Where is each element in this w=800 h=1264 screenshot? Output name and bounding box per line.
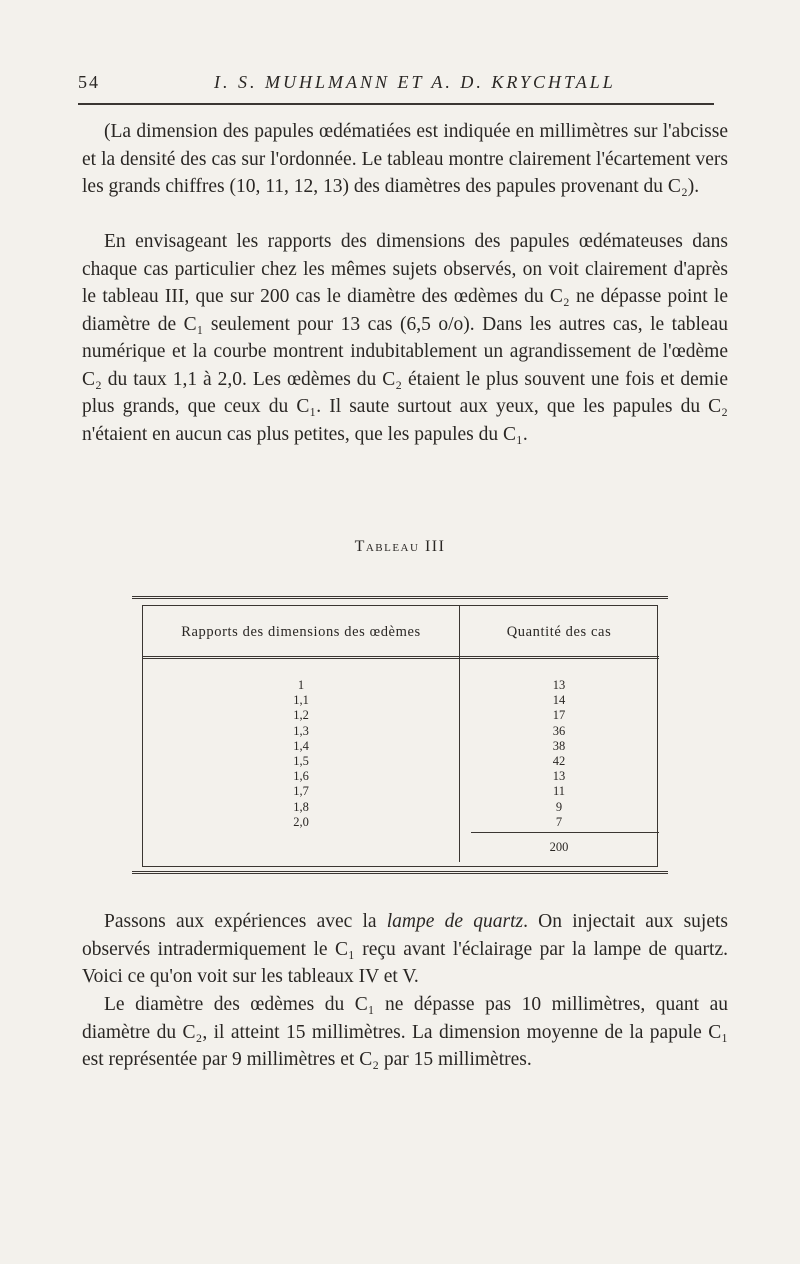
header-rule (78, 103, 714, 105)
header-double-rule (143, 656, 659, 659)
table-grid (142, 605, 658, 867)
paragraph-figure-caption: (La dimension des papules œdématiées est indiquée en millimètres sur l'abcisse et la densité des cas sur l'ordonnée. Le tableau montre clairement l'écartement vers les grands chiffres (10, 11, 12, 13) des diamètres des papules provenant du C₂). (82, 121, 728, 197)
count-cell: 9 (555, 799, 563, 814)
count-cell: 42 (552, 754, 566, 769)
running-head (78, 68, 714, 98)
ratios-column (271, 678, 331, 830)
ratio-cell: 1,5 (293, 754, 309, 769)
p3-text-after: . On injectait aux sujets observés intradermiquement le C₁ reçu avant l'éclairage par la lampe de quartz. Voici ce qu'on voit sur les tableaux IV et V. (82, 911, 729, 987)
count-cell: 14 (552, 693, 566, 708)
p3-emphasis: lampe de quartz (386, 911, 524, 932)
paragraph-quartz-lamp (82, 908, 728, 991)
ratio-cell: 1,2 (293, 708, 309, 723)
count-cell: 11 (552, 784, 566, 799)
ratio-cell: 1,8 (293, 799, 309, 814)
ratio-cell: 1,1 (293, 693, 309, 708)
total-cell: 200 (549, 840, 569, 854)
ratio-cell: 2,0 (293, 814, 309, 829)
ratio-cell: 1 (297, 678, 305, 692)
paragraph-table-discussion: En envisageant les rapports des dimensions des papules œdémateuses dans chaque cas particulier chez les mêmes sujets observés, on voit clairement d'après le tableau III, que sur 200 cas le diamètre des œdèmes du C₂ ne dépasse point le diamètre de C₁ seulement pour 13 cas (6,5 o/o). Dans les autres cas, le tableau numérique et la courbe montrent indubitablement un agrandissement de l'œdème C₂ du taux 1,1 à 2,0. Les œdèmes du C₂ étaient le plus souvent une fois et demie plus grands, que ceux du C₁. Il saute surtout aux yeux, que les papules du C₂ n'étaient en aucun cas plus petites, que les papules du C₁. (82, 231, 728, 445)
count-cell: 13 (552, 678, 566, 692)
column-header-ratios: Rapports des dimensions des œdèmes (181, 624, 421, 640)
page-number: 54 (78, 72, 100, 92)
table-frame (132, 596, 668, 874)
ratio-cell: 1,4 (293, 738, 309, 753)
total-rule (471, 832, 659, 833)
column-divider (459, 606, 460, 862)
count-cell: 13 (552, 769, 566, 784)
count-cell: 36 (552, 723, 566, 738)
column-header-counts: Quantité des cas (506, 624, 612, 640)
ratio-cell: 1,6 (293, 769, 309, 784)
count-cell: 17 (552, 708, 566, 723)
count-cell: 7 (555, 814, 563, 829)
count-cell: 38 (552, 738, 566, 753)
running-title: I. S. MUHLMANN ET A. D. KRYCHTALL (214, 72, 616, 92)
ratio-cell: 1,7 (293, 784, 309, 799)
ratio-cell: 1,3 (293, 723, 309, 738)
paragraph-diameters: Le diamètre des œdèmes du C₁ ne dépasse pas 10 millimètres, quant au diamètre du C₂, il atteint 15 millimètres. La dimension moyenne de la papule C₁ est représentée par 9 millimètres et C₂ par 15 millimètres. (82, 994, 728, 1070)
counts-column (509, 678, 609, 830)
table-title: Tableau III (354, 538, 446, 555)
p3-text-before: Passons aux expériences avec la (104, 911, 387, 932)
